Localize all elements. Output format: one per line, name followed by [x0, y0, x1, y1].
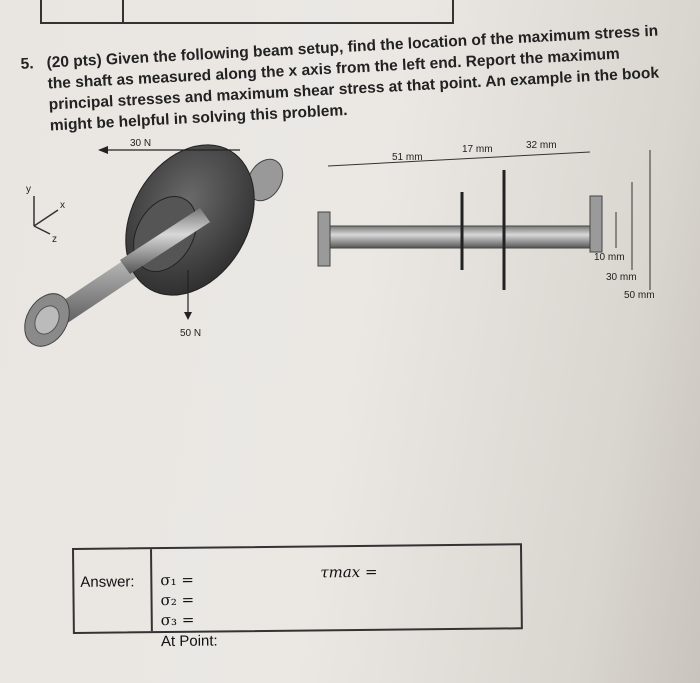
at-point-field[interactable]: At Point: — [160, 632, 218, 651]
answer-label: Answer: — [80, 573, 135, 591]
beam-illustration — [0, 130, 700, 360]
force-bottom-label: 50 N — [180, 328, 202, 339]
force-top-label: 30 N — [130, 138, 152, 149]
axis-triad — [26, 184, 65, 245]
beam-figure — [0, 130, 700, 360]
dim-32mm: 32 mm — [526, 140, 557, 151]
dimension-lines — [328, 140, 655, 301]
dim-17mm: 17 mm — [462, 144, 493, 155]
side-view-shaft — [318, 170, 602, 290]
problem-text: (20 pts) Given the following beam setup, find the location of the maximum stress in the shaft as measured along the x axis from the left end. Report the maximum principal stresses and maximum shear stress at that point. An example in the book might be helpful in solving this problem. — [46, 22, 660, 135]
sigma3-field[interactable]: σ₃ = — [160, 610, 195, 630]
problem-number: 5. — [20, 55, 35, 73]
dim-10mm: 10 mm — [594, 252, 625, 263]
axis-z-label: z — [52, 234, 57, 245]
dim-30mm: 30 mm — [606, 272, 637, 283]
dim-50mm: 50 mm — [624, 290, 655, 301]
tau-max-field[interactable]: τmax = — [320, 562, 378, 582]
problem-statement — [18, 0, 700, 135]
axis-y-label: y — [26, 184, 31, 195]
answer-divider — [150, 549, 153, 631]
sigma2-field[interactable]: σ₂ = — [160, 590, 195, 610]
dim-51mm: 51 mm — [392, 152, 423, 163]
axis-x-label: x — [60, 200, 65, 211]
sigma1-field[interactable]: σ₁ = — [160, 570, 195, 590]
answer-box — [72, 543, 523, 651]
